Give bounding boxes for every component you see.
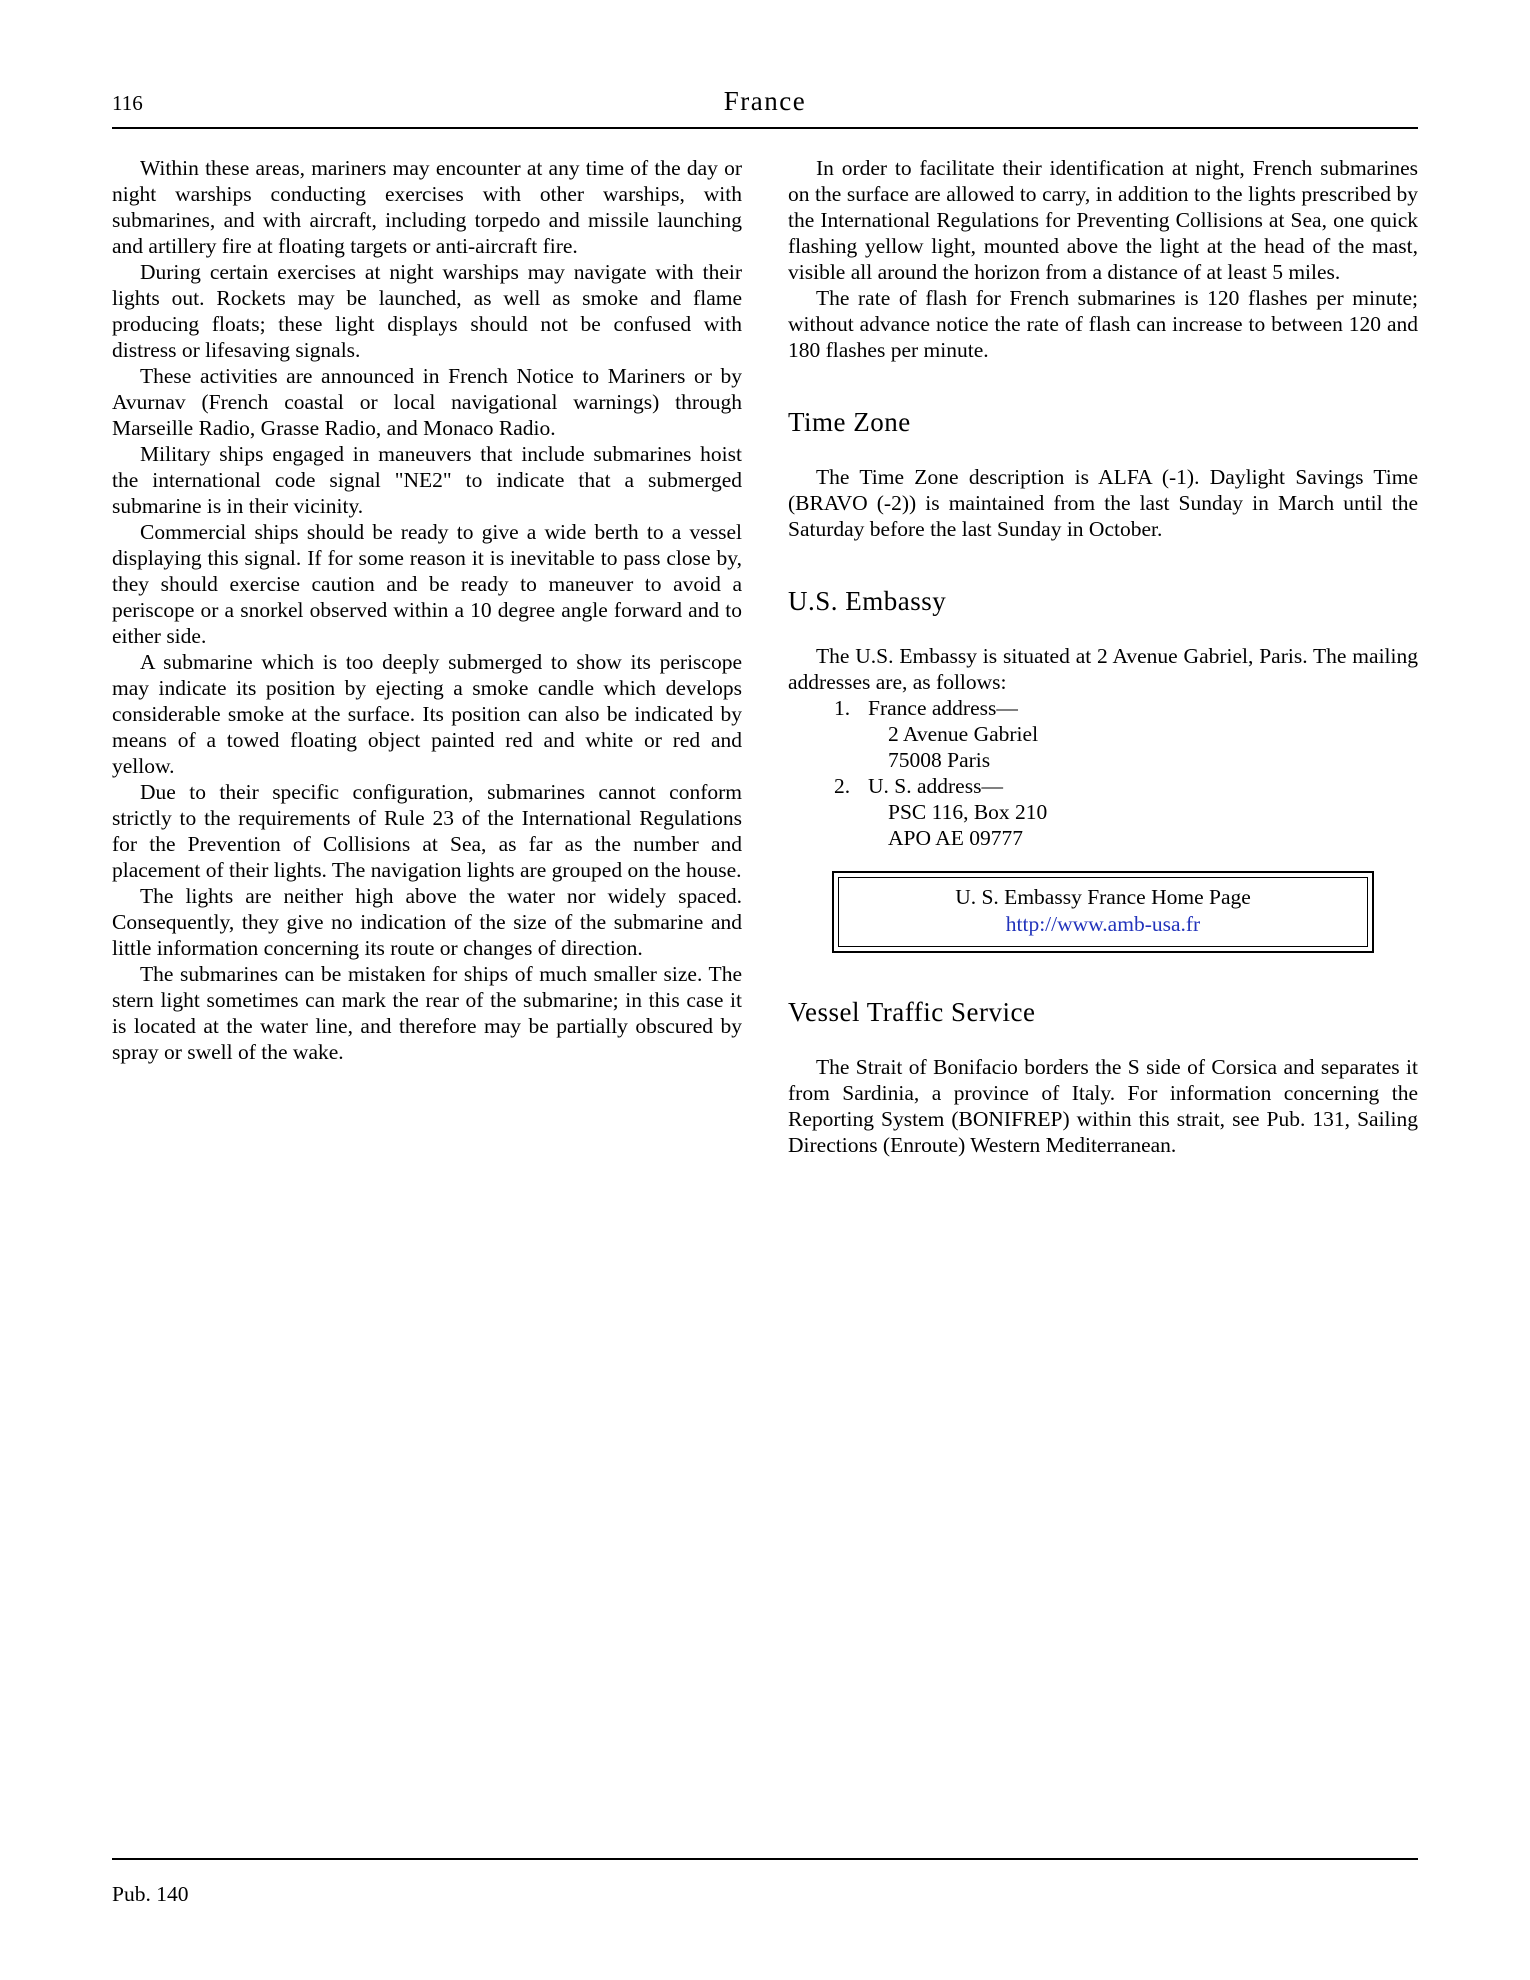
address-item-us	[788, 773, 1418, 851]
left-column	[112, 155, 742, 1158]
list-marker: 1.	[834, 696, 851, 720]
paragraph: The Time Zone description is ALFA (-1). Daylight Savings Time (BRAVO (-2)) is maintained from the last Sunday in March until the Saturday before the last Sunday in October.	[788, 465, 1418, 541]
embassy-homepage-title: U. S. Embassy France Home Page	[955, 885, 1251, 909]
footer-pub-number: Pub. 140	[112, 1882, 189, 1906]
address-line: 75008 Paris	[888, 748, 991, 772]
section-heading-us-embassy: U.S. Embassy	[788, 586, 947, 616]
paragraph: Commercial ships should be ready to give a wide berth to a vessel displaying this signal. If for some reason it is inevitable to pass close by, they should exercise caution and be ready to maneuver to avoid a periscope or a snorkel observed within a 10 degree angle forward and to either side.	[112, 520, 742, 648]
paragraph: These activities are announced in French Notice to Mariners or by Avurnav (French coastal or local navigational warnings) through Marseille Radio, Grasse Radio, and Monaco Radio.	[112, 364, 742, 440]
content-columns	[112, 155, 1418, 1158]
paragraph: The lights are neither high above the water nor widely spaced. Consequently, they give no indication of the size of the submarine and little information concerning its route or changes of direction.	[112, 884, 742, 960]
address-label	[788, 695, 1418, 721]
embassy-homepage-box-inner	[838, 877, 1368, 947]
address-item-france	[788, 695, 1418, 773]
paragraph: A submarine which is too deeply submerged to show its periscope may indicate its position by ejecting a smoke candle which develops considerable smoke at the surface. Its position can also be indicated by means of a towed floating object painted red and white or red and yellow.	[112, 650, 742, 778]
paragraph: The submarines can be mistaken for ships of much smaller size. The stern light sometimes can mark the rear of the submarine; in this case it is located at the water line, and therefore may be partially obscured by spray or swell of the wake.	[112, 962, 742, 1064]
embassy-homepage-link[interactable]: http://www.amb-usa.fr	[1005, 912, 1201, 936]
paragraph: The Strait of Bonifacio borders the S side of Corsica and separates it from Sardinia, a province of Italy. For information concerning the Reporting System (BONIFREP) within this strait, see Pub. 131, Sailing Directions (Enroute) Western Mediterranean.	[788, 1055, 1418, 1157]
header-rule	[112, 127, 1418, 129]
paragraph: During certain exercises at night warships may navigate with their lights out. Rockets may be launched, as well as smoke and flame producing floats; these light displays should not be confused with distress or lifesaving signals.	[112, 260, 742, 362]
address-line: APO AE 09777	[888, 826, 1023, 850]
footer-rule	[112, 1858, 1418, 1860]
address-title: France address—	[868, 696, 1018, 720]
paragraph: Due to their specific configuration, submarines cannot conform strictly to the requirements of Rule 23 of the International Regulations for the Prevention of Collisions at Sea, as far as the number and placement of their lights. The navigation lights are grouped on the house.	[112, 780, 742, 882]
address-title: U. S. address—	[868, 774, 1003, 798]
section-heading-vessel-traffic-service: Vessel Traffic Service	[788, 997, 1036, 1027]
paragraph: Military ships engaged in maneuvers that include submarines hoist the international code signal "NE2" to indicate that a submerged submarine is in their vicinity.	[112, 442, 742, 518]
page-title: France	[723, 86, 807, 116]
page-header	[112, 86, 1418, 117]
paragraph: Within these areas, mariners may encounter at any time of the day or night warships conducting exercises with other warships, with submarines, and with aircraft, including torpedo and missile launching and artillery fire at floating targets or anti-aircraft fire.	[112, 156, 742, 258]
embassy-homepage-box	[832, 871, 1374, 953]
page-number: 116	[112, 91, 143, 115]
list-marker: 2.	[834, 774, 851, 798]
address-line: PSC 116, Box 210	[888, 800, 1048, 824]
paragraph: The rate of flash for French submarines is 120 flashes per minute; without advance notice the rate of flash can increase to between 120 and 180 flashes per minute.	[788, 286, 1418, 362]
paragraph: The U.S. Embassy is situated at 2 Avenue Gabriel, Paris. The mailing addresses are, as follows:	[788, 644, 1418, 694]
section-heading-time-zone: Time Zone	[788, 407, 911, 437]
page-footer	[112, 1858, 1418, 1907]
paragraph: In order to facilitate their identification at night, French submarines on the surface are allowed to carry, in addition to the lights prescribed by the International Regulations for Preventing Collisions at Sea, one quick flashing yellow light, mounted above the light at the head of the mast, visible all around the horizon from a distance of at least 5 miles.	[788, 156, 1418, 284]
right-column	[788, 155, 1418, 1158]
address-label	[788, 773, 1418, 799]
address-line: 2 Avenue Gabriel	[888, 722, 1039, 746]
